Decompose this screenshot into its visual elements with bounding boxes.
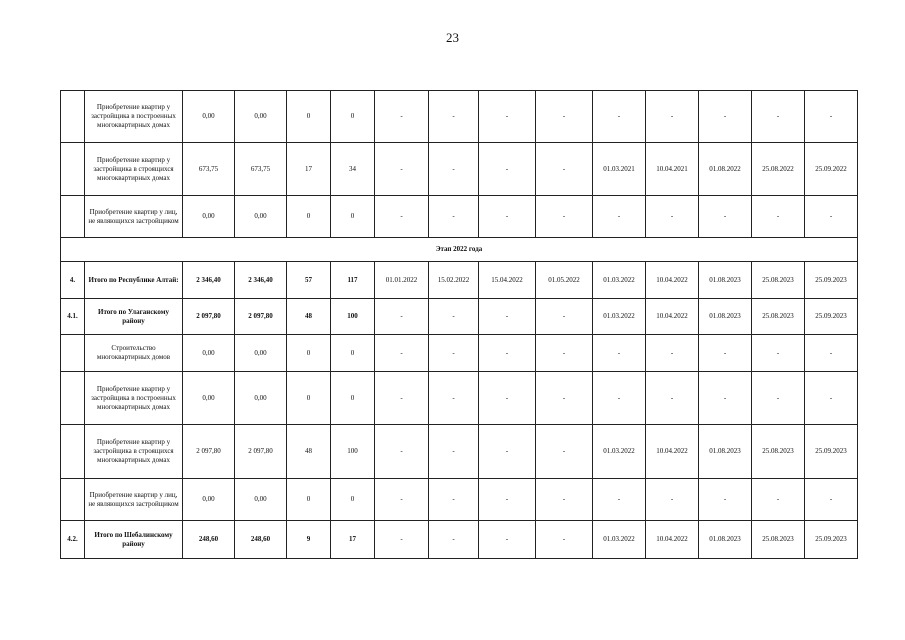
date-cell: - [805, 91, 858, 143]
date-cell: - [536, 196, 593, 238]
cost-value: 2 346,40 [183, 262, 235, 299]
date-cell: - [479, 299, 536, 335]
cost-value: 0,00 [183, 372, 235, 425]
stage-title: Этап 2022 года [61, 238, 858, 262]
cost-value: 248,60 [183, 521, 235, 559]
cost-value-2: 248,60 [235, 521, 287, 559]
cost-value: 0,00 [183, 196, 235, 238]
date-cell: 01.03.2022 [593, 425, 646, 479]
row-name: Строительство многоквартирных домов [85, 335, 183, 372]
date-cell: - [479, 196, 536, 238]
table-row [61, 196, 858, 238]
row-number [61, 335, 85, 372]
row-number [61, 91, 85, 143]
date-cell: - [752, 196, 805, 238]
date-cell: - [429, 479, 479, 521]
date-cell: - [479, 372, 536, 425]
count-value: 0 [287, 372, 331, 425]
date-cell: - [429, 521, 479, 559]
row-name: Приобретение квартир у лиц, не являющихся застройщиком [85, 196, 183, 238]
date-cell: - [593, 91, 646, 143]
date-cell: 25.08.2023 [752, 521, 805, 559]
cost-value-2: 0,00 [235, 479, 287, 521]
date-cell: - [429, 299, 479, 335]
table-row [61, 521, 858, 559]
table-row [61, 479, 858, 521]
date-cell: - [479, 335, 536, 372]
row-name: Приобретение квартир у застройщика в построенных многоквартирных домах [85, 372, 183, 425]
row-name: Итого по Шебалинскому району [85, 521, 183, 559]
count-value: 0 [287, 335, 331, 372]
date-cell: - [805, 196, 858, 238]
page-number: 23 [446, 30, 459, 45]
date-cell: - [536, 91, 593, 143]
date-cell: - [646, 91, 699, 143]
date-cell: 10.04.2022 [646, 299, 699, 335]
date-cell: - [805, 479, 858, 521]
count-value-2: 34 [331, 143, 375, 196]
row-number: 4.1. [61, 299, 85, 335]
cost-value-2: 0,00 [235, 372, 287, 425]
date-cell: 25.08.2022 [752, 143, 805, 196]
date-cell: - [752, 91, 805, 143]
cost-value: 0,00 [183, 479, 235, 521]
cost-value-2: 0,00 [235, 91, 287, 143]
table-row [61, 91, 858, 143]
table-row [61, 372, 858, 425]
date-cell: - [699, 196, 752, 238]
count-value-2: 0 [331, 479, 375, 521]
date-cell: - [375, 143, 429, 196]
cost-value-2: 2 346,40 [235, 262, 287, 299]
date-cell: - [593, 479, 646, 521]
count-value: 17 [287, 143, 331, 196]
row-name: Итого по Республике Алтай: [85, 262, 183, 299]
date-cell: - [646, 335, 699, 372]
date-cell: - [752, 372, 805, 425]
date-cell: - [479, 479, 536, 521]
count-value-2: 100 [331, 425, 375, 479]
date-cell: 01.03.2022 [593, 262, 646, 299]
row-name: Приобретение квартир у застройщика в построенных многоквартирных домах [85, 91, 183, 143]
date-cell: 10.04.2022 [646, 425, 699, 479]
table-row [61, 262, 858, 299]
date-cell: 01.03.2022 [593, 521, 646, 559]
count-value-2: 0 [331, 91, 375, 143]
date-cell: 25.09.2023 [805, 521, 858, 559]
date-cell: - [429, 143, 479, 196]
cost-value-2: 2 097,80 [235, 299, 287, 335]
count-value-2: 17 [331, 521, 375, 559]
count-value-2: 117 [331, 262, 375, 299]
date-cell: - [699, 479, 752, 521]
date-cell: - [646, 372, 699, 425]
stage-header-row [61, 238, 858, 262]
cost-value: 0,00 [183, 335, 235, 372]
date-cell: - [429, 196, 479, 238]
row-number [61, 372, 85, 425]
cost-value-2: 0,00 [235, 335, 287, 372]
date-cell: - [429, 91, 479, 143]
date-cell: - [375, 425, 429, 479]
count-value: 57 [287, 262, 331, 299]
count-value: 0 [287, 196, 331, 238]
date-cell: 15.02.2022 [429, 262, 479, 299]
row-number [61, 425, 85, 479]
count-value: 0 [287, 479, 331, 521]
count-value-2: 100 [331, 299, 375, 335]
table-row [61, 143, 858, 196]
date-cell: - [375, 479, 429, 521]
date-cell: - [699, 91, 752, 143]
date-cell: - [375, 521, 429, 559]
row-number: 4.2. [61, 521, 85, 559]
date-cell: - [479, 521, 536, 559]
cost-value: 673,75 [183, 143, 235, 196]
date-cell: 10.04.2022 [646, 262, 699, 299]
row-name: Приобретение квартир у лиц, не являющихся застройщиком [85, 479, 183, 521]
date-cell: - [593, 196, 646, 238]
date-cell: 01.01.2022 [375, 262, 429, 299]
date-cell: - [593, 335, 646, 372]
count-value: 48 [287, 299, 331, 335]
count-value-2: 0 [331, 372, 375, 425]
date-cell: - [375, 335, 429, 372]
date-cell: 01.08.2022 [699, 143, 752, 196]
count-value-2: 0 [331, 196, 375, 238]
cost-value-2: 673,75 [235, 143, 287, 196]
cost-value: 2 097,80 [183, 425, 235, 479]
date-cell: 25.09.2023 [805, 299, 858, 335]
count-value: 9 [287, 521, 331, 559]
date-cell: 01.03.2021 [593, 143, 646, 196]
date-cell: 25.08.2023 [752, 425, 805, 479]
date-cell: - [429, 425, 479, 479]
cost-value-2: 2 097,80 [235, 425, 287, 479]
date-cell: - [429, 335, 479, 372]
count-value: 0 [287, 91, 331, 143]
cost-value-2: 0,00 [235, 196, 287, 238]
date-cell: - [536, 372, 593, 425]
table-row [61, 425, 858, 479]
date-cell: - [593, 372, 646, 425]
row-number [61, 196, 85, 238]
date-cell: - [536, 335, 593, 372]
row-number [61, 479, 85, 521]
date-cell: - [536, 425, 593, 479]
date-cell: 01.08.2023 [699, 521, 752, 559]
date-cell: - [375, 372, 429, 425]
date-cell: - [375, 196, 429, 238]
row-number: 4. [61, 262, 85, 299]
date-cell: 25.09.2023 [805, 425, 858, 479]
date-cell: - [646, 196, 699, 238]
date-cell: 10.04.2022 [646, 521, 699, 559]
date-cell: - [752, 335, 805, 372]
date-cell: 25.08.2023 [752, 299, 805, 335]
date-cell: - [375, 91, 429, 143]
date-cell: - [479, 91, 536, 143]
date-cell: - [429, 372, 479, 425]
date-cell: 01.08.2023 [699, 299, 752, 335]
count-value: 48 [287, 425, 331, 479]
date-cell: 25.09.2023 [805, 262, 858, 299]
row-name: Приобретение квартир у застройщика в строящихся многоквартирных домах [85, 425, 183, 479]
date-cell: 25.09.2022 [805, 143, 858, 196]
date-cell: 25.08.2023 [752, 262, 805, 299]
date-cell: - [699, 372, 752, 425]
date-cell: - [646, 479, 699, 521]
date-cell: - [536, 479, 593, 521]
program-stages-table [60, 90, 858, 559]
date-cell: 01.08.2023 [699, 262, 752, 299]
date-cell: 01.08.2023 [699, 425, 752, 479]
date-cell: - [479, 425, 536, 479]
date-cell: - [805, 372, 858, 425]
date-cell: 01.05.2022 [536, 262, 593, 299]
date-cell: - [699, 335, 752, 372]
row-name: Приобретение квартир у застройщика в строящихся многоквартирных домах [85, 143, 183, 196]
date-cell: 10.04.2021 [646, 143, 699, 196]
date-cell: - [375, 299, 429, 335]
row-number [61, 143, 85, 196]
date-cell: 01.03.2022 [593, 299, 646, 335]
row-name: Итого по Улаганскому району [85, 299, 183, 335]
date-cell: - [536, 299, 593, 335]
date-cell: - [536, 143, 593, 196]
date-cell: - [805, 335, 858, 372]
table-row [61, 299, 858, 335]
date-cell: - [479, 143, 536, 196]
date-cell: 15.04.2022 [479, 262, 536, 299]
cost-value: 0,00 [183, 91, 235, 143]
date-cell: - [536, 521, 593, 559]
count-value-2: 0 [331, 335, 375, 372]
date-cell: - [752, 479, 805, 521]
cost-value: 2 097,80 [183, 299, 235, 335]
table-row [61, 335, 858, 372]
